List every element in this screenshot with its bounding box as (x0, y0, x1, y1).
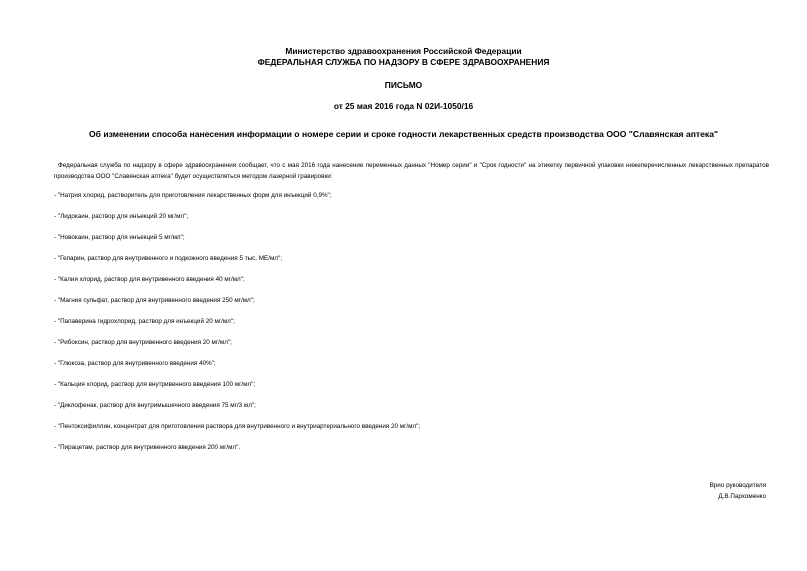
signatory-position: Врио руководителя (709, 482, 766, 489)
list-item: - "Новокаин, раствор для инъекций 5 мг/мл"; (54, 234, 185, 241)
ministry-name: Министерство здравоохранения Российской Федерации (285, 46, 522, 56)
list-item: - "Натрия хлорид, растворитель для приготовления лекарственных форм для инъекций 0,9%"; (54, 192, 332, 199)
signatory-name: Д.В.Пархоменко (718, 493, 766, 500)
list-item: - "Диклофенак, раствор для внутримышечного введения 75 мг/3 мл"; (54, 402, 256, 409)
list-item: - "Рибоксин, раствор для внутривенного введения 20 мг/мл"; (54, 339, 232, 346)
document-date-number: от 25 мая 2016 года N 02И-1050/16 (333, 101, 474, 111)
document-subject: Об изменении способа нанесения информации о номере серии и сроке годности лекарственных средств производства ООО "Славянская аптека" (88, 129, 719, 139)
list-item: - "Пентоксифиллин, концентрат для приготовления раствора для внутривенного и внутриартериального введения 20 мг/мл"; (54, 423, 421, 430)
drug-list (54, 191, 420, 464)
list-item: - "Лидокаин, раствор для инъекций 20 мг/мл"; (54, 213, 189, 220)
list-item: - "Глюкоза, раствор для внутривенного введения 40%"; (54, 360, 216, 367)
list-item: - "Калия хлорид, раствор для внутривенного введения 40 мг/мл"; (54, 276, 245, 283)
document-type: ПИСЬМО (384, 80, 423, 90)
list-item: - "Кальция хлорид, раствор для внутривенного введения 100 мг/мл"; (54, 381, 256, 388)
list-item: - "Магния сульфат, раствор для внутривенного введения 250 мг/мл"; (54, 297, 255, 304)
service-name: ФЕДЕРАЛЬНАЯ СЛУЖБА ПО НАДЗОРУ В СФЕРЕ ЗДРАВООХРАНЕНИЯ (257, 57, 550, 67)
list-item: - "Гепарин, раствор для внутривенного и подкожного введения 5 тыс. МЕ/мл"; (54, 255, 282, 262)
intro-paragraph: Федеральная служба по надзору в сфере здравоохранения сообщает, что с мая 2016 года нанесение переменных данных "Номер серии" и "Срок годности" на этикетку первичной упаковки нижеперечисленных лекарственных препаратов производства ООО "Славянская аптека" будет осуществляться методом лазерной гравировки: (54, 162, 769, 180)
list-item: - "Папаверина гидрохлорид, раствор для инъекций 20 мг/мл"; (54, 318, 235, 325)
list-item: - "Пирацетам, раствор для внутривенного введения 200 мг/мл". (54, 444, 241, 451)
